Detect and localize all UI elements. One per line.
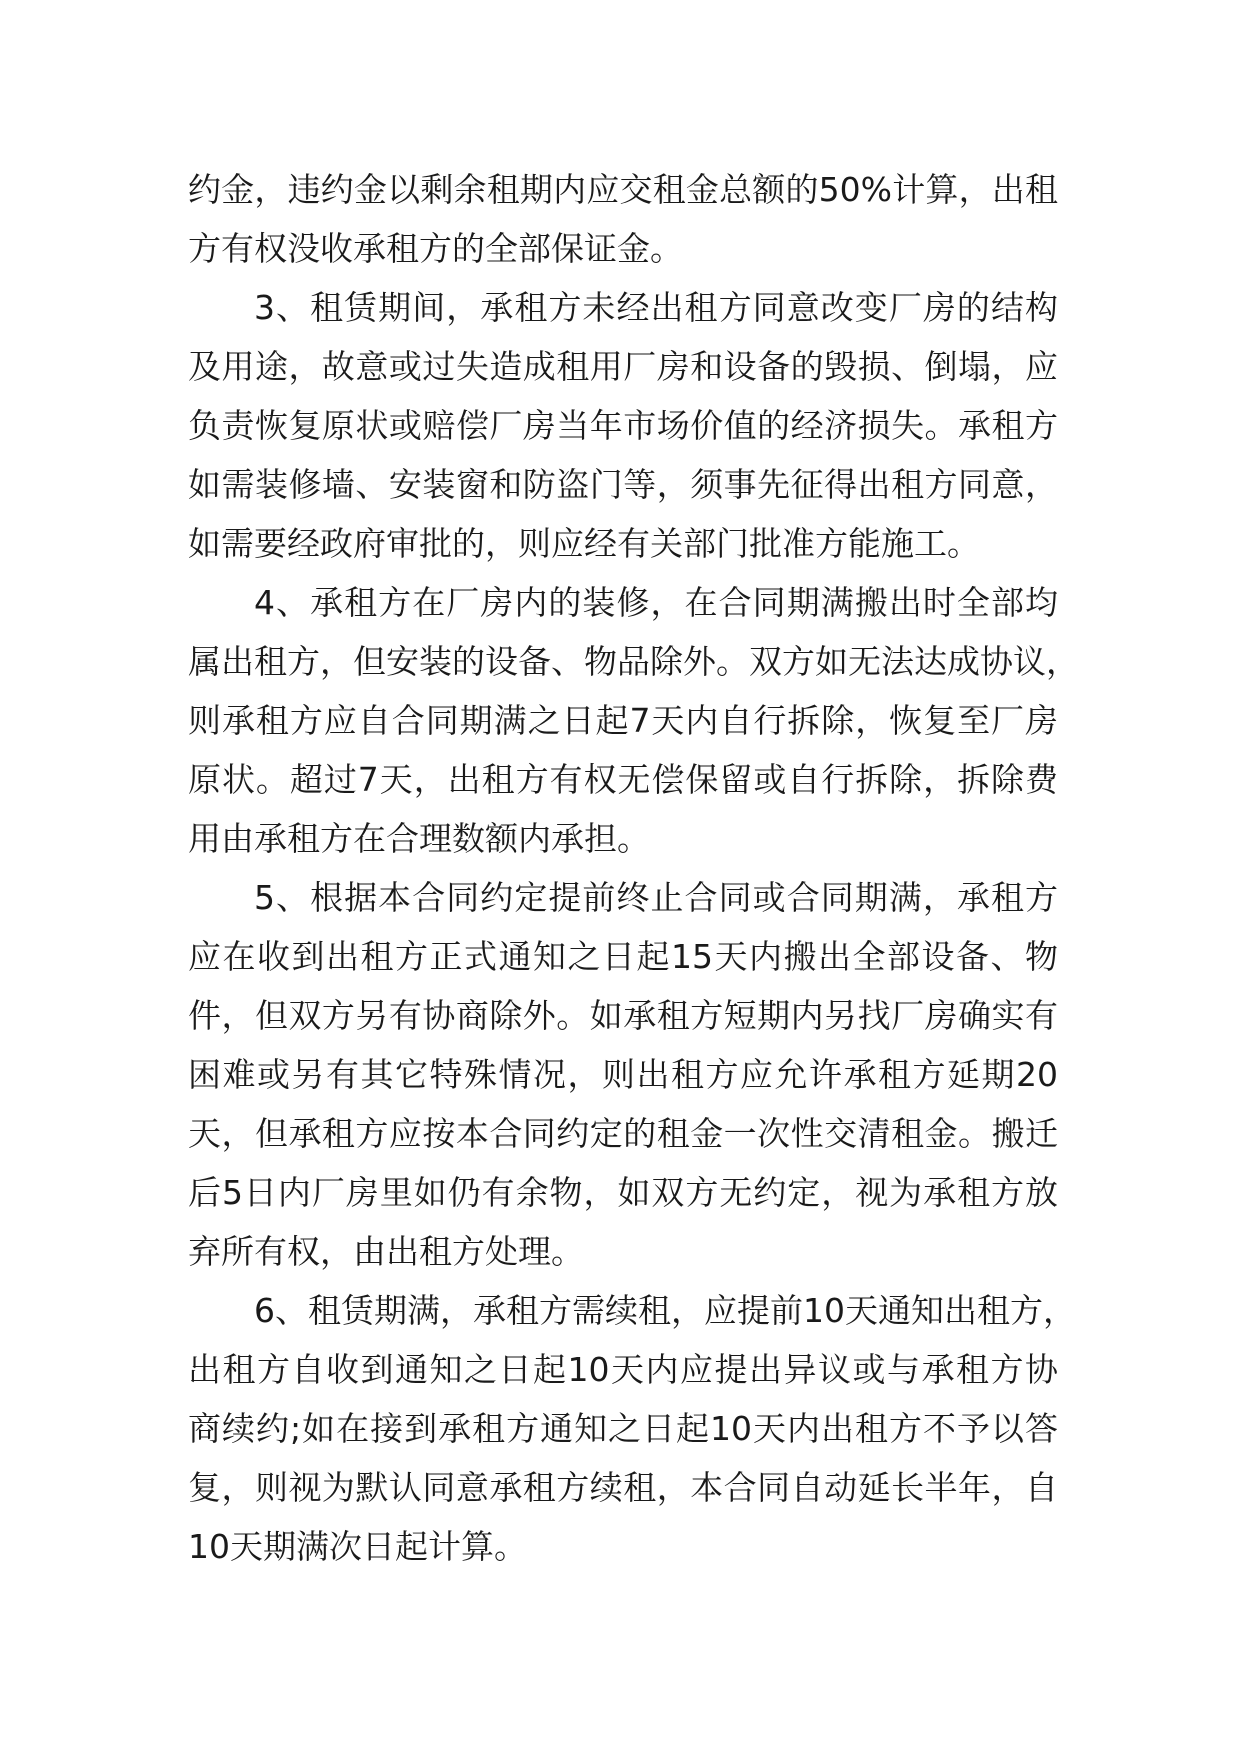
text-line: 弃所有权，由出租方处理。 [188, 1232, 584, 1271]
text-line: 10天期满次日起计算。 [188, 1527, 527, 1566]
text-line: 用由承租方在合理数额内承担。 [188, 819, 650, 858]
text-line: 属出租方，但安装的设备、物品除外。双方如无法达成协议， [188, 642, 1079, 681]
text-line: 复，则视为默认同意承租方续租，本合同自动延长半年，自 [188, 1468, 1058, 1507]
text-line: 后5日内厂房里如仍有余物，如双方无约定，视为承租方放 [188, 1173, 1058, 1212]
text-line: 如需装修墙、安装窗和防盗门等，须事先征得出租方同意， [188, 465, 1058, 504]
text-line: 方有权没收承租方的全部保证金。 [188, 229, 683, 268]
text-line: 原状。超过7天，出租方有权无偿保留或自行拆除，拆除费 [188, 760, 1058, 799]
text-line: 负责恢复原状或赔偿厂房当年市场价值的经济损失。承租方 [188, 406, 1058, 445]
text-line: 件，但双方另有协商除外。如承租方短期内另找厂房确实有 [188, 996, 1058, 1035]
text-line: 出租方自收到通知之日起10天内应提出异议或与承租方协 [188, 1350, 1058, 1389]
text-line: 4、承租方在厂房内的装修，在合同期满搬出时全部均 [254, 583, 1058, 622]
text-line: 困难或另有其它特殊情况，则出租方应允许承租方延期20 [188, 1055, 1058, 1094]
text-line: 3、租赁期间，承租方未经出租方同意改变厂房的结构 [254, 288, 1058, 327]
text-line: 天，但承租方应按本合同约定的租金一次性交清租金。搬迁 [188, 1114, 1058, 1153]
text-line: 则承租方应自合同期满之日起7天内自行拆除，恢复至厂房 [188, 701, 1058, 740]
text-line: 6、租赁期满，承租方需续租，应提前10天通知出租方， [254, 1291, 1076, 1330]
text-line: 如需要经政府审批的，则应经有关部门批准方能施工。 [188, 524, 980, 563]
text-line: 约金，违约金以剩余租期内应交租金总额的50%计算，出租 [188, 170, 1058, 209]
document-body [188, 160, 1079, 1576]
text-line: 应在收到出租方正式通知之日起15天内搬出全部设备、物 [188, 937, 1058, 976]
text-line: 5、根据本合同约定提前终止合同或合同期满，承租方 [254, 878, 1058, 917]
text-line: 及用途，故意或过失造成租用厂房和设备的毁损、倒塌，应 [188, 347, 1058, 386]
text-line: 商续约;如在接到承租方通知之日起10天内出租方不予以答 [188, 1409, 1058, 1448]
